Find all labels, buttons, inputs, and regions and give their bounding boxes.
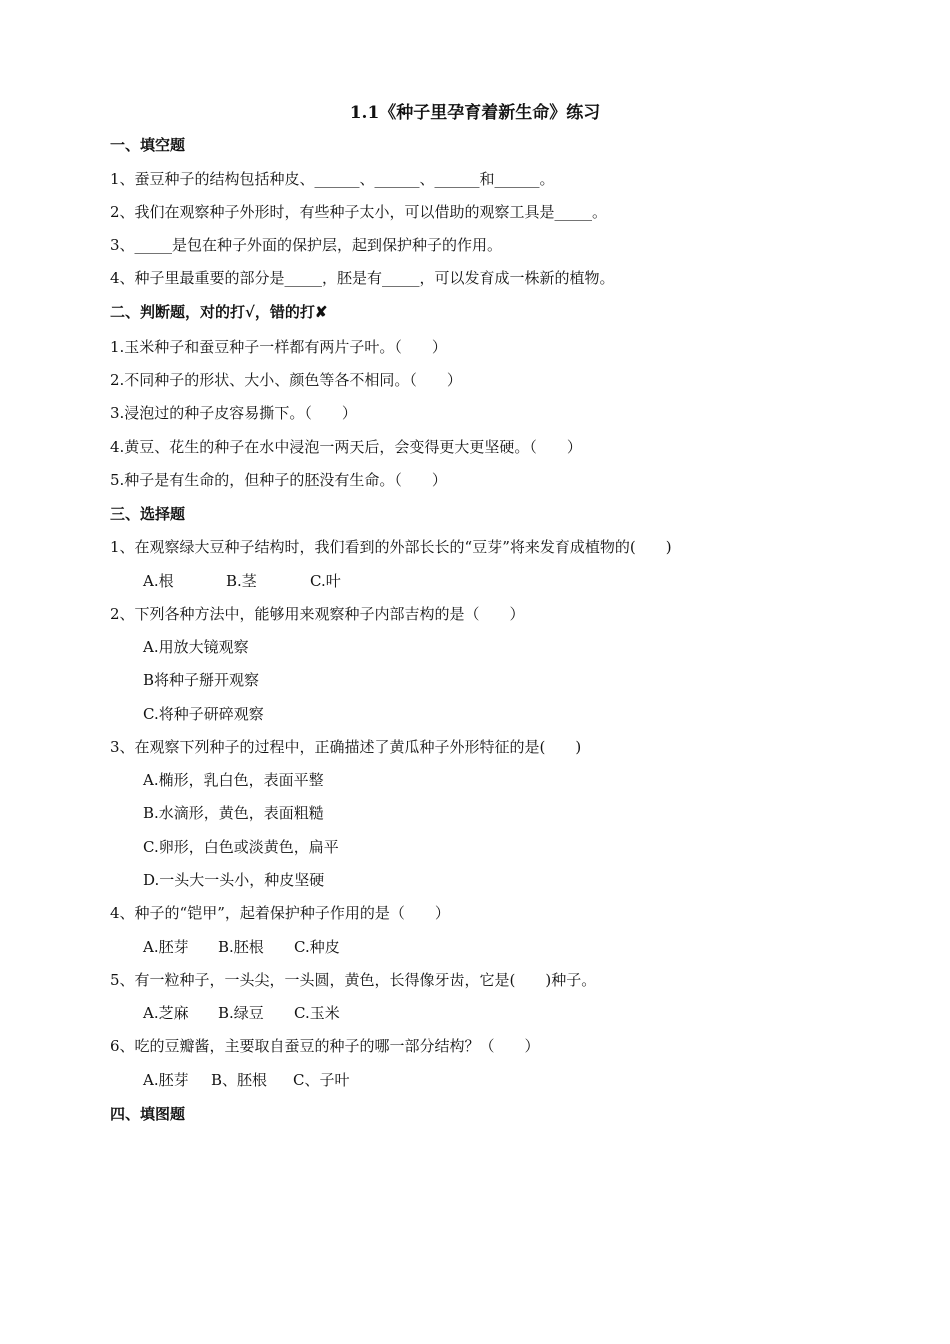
section-heading-diagram: 四、填图题 bbox=[110, 1105, 186, 1123]
choice-question-1: 1、在观察绿大豆种子结构时，我们看到的外部长长的“豆芽”将来发育成植物的( ) bbox=[110, 538, 672, 556]
choice-question-3-option-a: A.椭形，乳白色，表面平整 bbox=[143, 771, 324, 789]
true-false-question-5: 5.种子是有生命的，但种子的胚没有生命。（ ） bbox=[110, 471, 447, 489]
choice-question-6-options bbox=[143, 1069, 349, 1091]
choice-question-2-option-a: A.用放大镜观察 bbox=[143, 638, 249, 656]
section-heading-fill-blank: 一、填空题 bbox=[110, 136, 186, 154]
true-false-question-4: 4.黄豆、花生的种子在水中浸泡一两天后，会变得更大更坚硬。（ ） bbox=[110, 438, 582, 456]
fill-blank-question-3: 3、_____是包在种子外面的保护层，起到保护种子的作用。 bbox=[110, 236, 503, 254]
option: A.根 bbox=[143, 572, 174, 590]
choice-question-3: 3、在观察下列种子的过程中，正确描述了黄瓜种子外形特征的是( ) bbox=[110, 738, 582, 756]
choice-question-6: 6、吃的豆瓣酱，主要取自蚕豆的种子的哪一部分结构？（ ） bbox=[110, 1037, 540, 1055]
true-false-question-1: 1.玉米种子和蚕豆种子一样都有两片子叶。（ ） bbox=[110, 338, 447, 356]
choice-question-3-option-c: C.卵形，白色或淡黄色，扁平 bbox=[143, 838, 339, 856]
option: A.芝麻 bbox=[143, 1004, 189, 1022]
choice-question-4-options bbox=[143, 936, 340, 958]
option: C.种皮 bbox=[294, 938, 340, 956]
option: B.茎 bbox=[226, 572, 257, 590]
section-heading-true-false: 二、判断题，对的打√，错的打✘ bbox=[110, 303, 328, 321]
option: C.玉米 bbox=[294, 1004, 340, 1022]
option: A.胚芽 bbox=[143, 938, 189, 956]
choice-question-2-option-b: B将种子掰开观察 bbox=[143, 671, 260, 689]
option: A.胚芽 bbox=[143, 1071, 189, 1089]
choice-question-3-option-b: B.水滴形，黄色，表面粗糙 bbox=[143, 804, 324, 822]
true-false-question-2: 2.不同种子的形状、大小、颜色等各不相同。（ ） bbox=[110, 371, 462, 389]
fill-blank-question-2: 2、我们在观察种子外形时，有些种子太小，可以借助的观察工具是_____。 bbox=[110, 203, 608, 221]
choice-question-1-options bbox=[143, 570, 341, 592]
option: C.叶 bbox=[310, 572, 341, 590]
option: B.胚根 bbox=[218, 938, 264, 956]
option: B.绿豆 bbox=[218, 1004, 264, 1022]
section-heading-multiple-choice: 三、选择题 bbox=[110, 505, 186, 523]
option: C、子叶 bbox=[293, 1071, 350, 1089]
fill-blank-question-4: 4、种子里最重要的部分是_____，胚是有_____，可以发育成一株新的植物。 bbox=[110, 269, 615, 287]
choice-question-5-options bbox=[143, 1002, 340, 1024]
option: B、胚根 bbox=[211, 1071, 268, 1089]
choice-question-2: 2、下列各种方法中，能够用来观察种子内部吉构的是（ ） bbox=[110, 605, 525, 623]
true-false-question-3: 3.浸泡过的种子皮容易撕下。（ ） bbox=[110, 404, 357, 422]
fill-blank-question-1: 1、蚕豆种子的结构包括种皮、______、______、______和______。 bbox=[110, 170, 555, 188]
choice-question-2-option-c: C.将种子研碎观察 bbox=[143, 705, 264, 723]
choice-question-3-option-d: D.一头大一头小，种皮坚硬 bbox=[143, 871, 325, 889]
page-title: 1.1《种子里孕育着新生命》练习 bbox=[349, 103, 601, 123]
choice-question-4: 4、种子的“铠甲”，起着保护种子作用的是（ ） bbox=[110, 904, 450, 922]
choice-question-5: 5、有一粒种子，一头尖，一头圆，黄色，长得像牙齿，它是( )种子。 bbox=[110, 971, 597, 989]
